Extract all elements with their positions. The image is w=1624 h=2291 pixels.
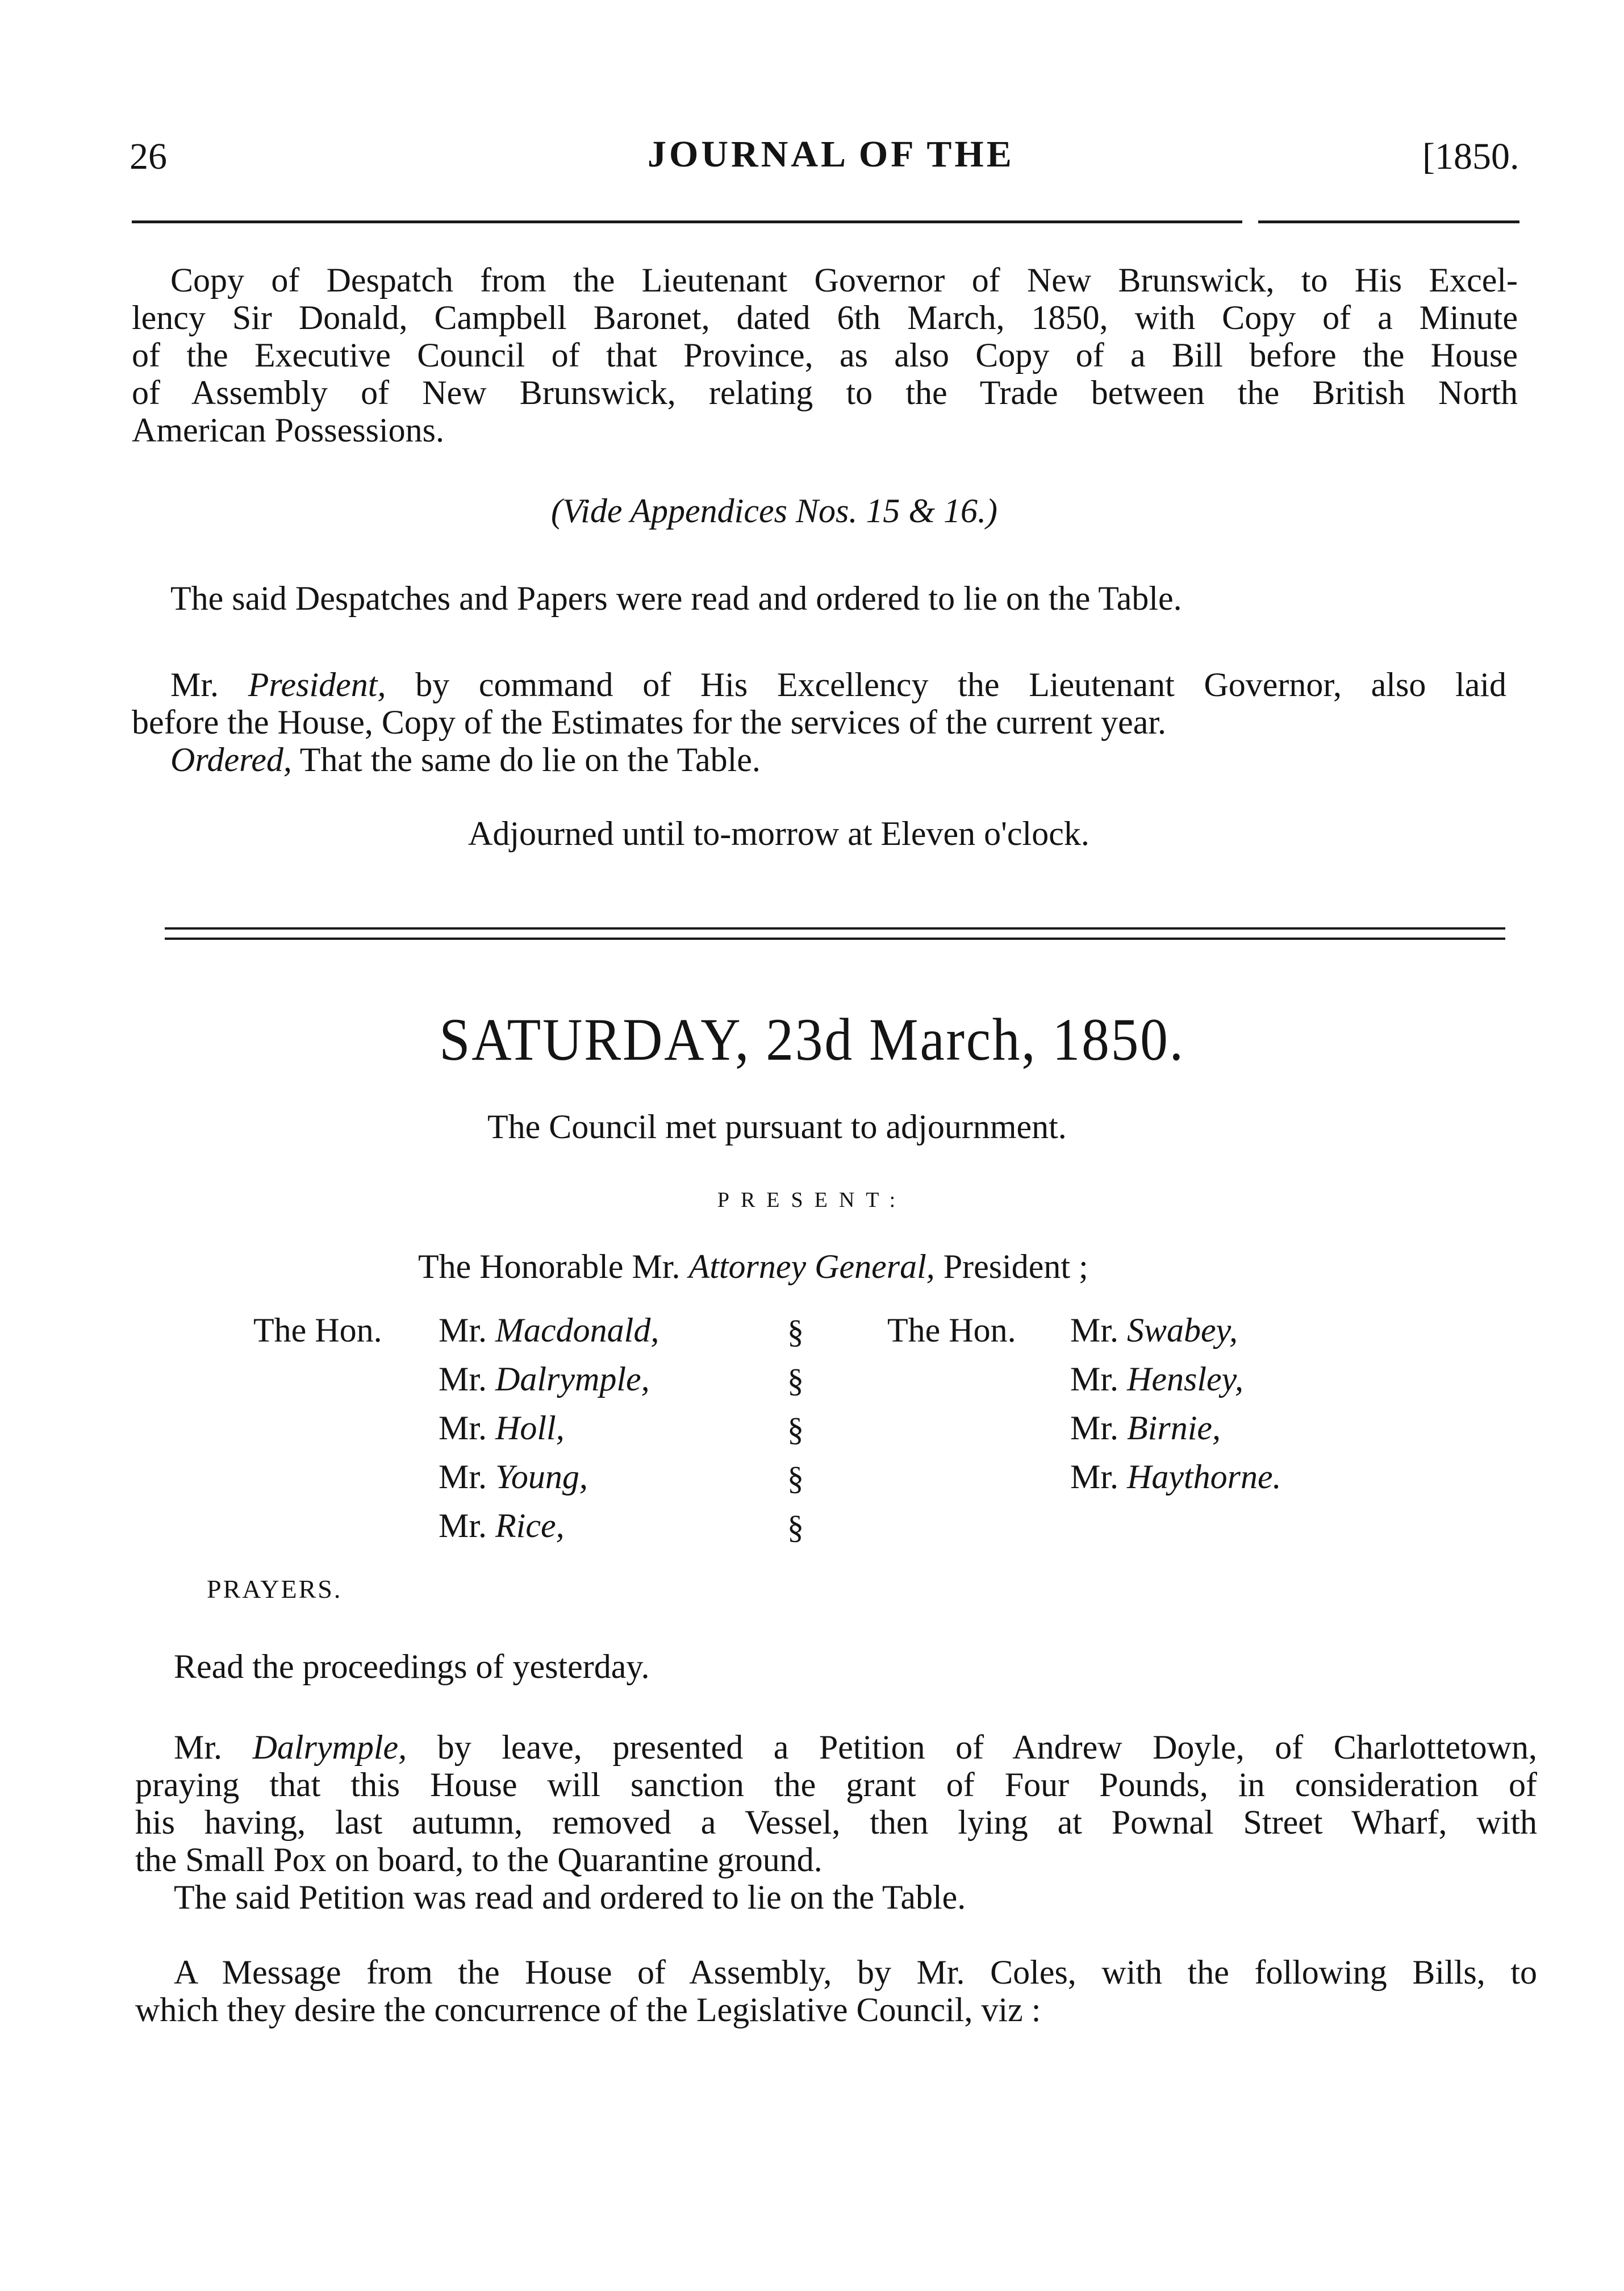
member-title: Mr.: [439, 1311, 487, 1349]
section-double-rule: [165, 927, 1505, 930]
member-left: [439, 1360, 650, 1398]
member-title: Mr.: [1070, 1311, 1119, 1349]
section-mark: §: [787, 1509, 804, 1546]
president-name: Attorney General,: [688, 1248, 935, 1285]
member-name: Hensley,: [1127, 1360, 1243, 1398]
message-line: A Message from the House of Assembly, by Mr. Coles, with the following Bills, to: [174, 1953, 1537, 1991]
speaker-name: Dalrymple,: [252, 1728, 407, 1766]
president-suffix: President ;: [943, 1248, 1088, 1285]
member-left: [439, 1311, 659, 1349]
member-name: Macdonald,: [495, 1311, 659, 1349]
despatch-line: of the Executive Council of that Province, as also Copy of a Bill before the House: [132, 336, 1518, 374]
president-prefix: The Honorable Mr.: [418, 1248, 681, 1285]
petition-line: [135, 1728, 1537, 1766]
message-line: which they desire the concurrence of the Legislative Council, viz :: [135, 1991, 1041, 2028]
ordered-word: Ordered,: [170, 741, 292, 778]
message-paragraph: [135, 1953, 1537, 2028]
member-name: Haythorne.: [1127, 1458, 1281, 1496]
header-rule-right: [1258, 220, 1519, 223]
member-right: [1070, 1311, 1238, 1349]
estimates-line: [132, 666, 1506, 703]
present-label: PRESENT:: [717, 1188, 907, 1212]
member-name: Birnie,: [1127, 1409, 1221, 1447]
estimates-paragraph: [132, 666, 1506, 778]
president-line: [418, 1248, 1088, 1285]
petition-paragraph: [135, 1728, 1537, 1916]
members-left-prefix: The Hon.: [253, 1311, 382, 1349]
member-right: [1070, 1458, 1281, 1496]
member-right: [1070, 1409, 1221, 1447]
member-name: Young,: [495, 1458, 588, 1496]
member-name: Swabey,: [1127, 1311, 1238, 1349]
member-title: Mr.: [1070, 1360, 1119, 1398]
speaker-name: President,: [248, 666, 386, 703]
member-title: Mr.: [439, 1360, 487, 1398]
member-title: Mr.: [439, 1507, 487, 1544]
member-left: [439, 1507, 565, 1544]
member-title: Mr.: [439, 1458, 487, 1496]
member-left: [439, 1409, 565, 1447]
member-title: Mr.: [1070, 1409, 1119, 1447]
member-left: [439, 1458, 588, 1496]
petition-read-line: The said Petition was read and ordered to lie on the Table.: [174, 1878, 966, 1916]
header-rule: [132, 220, 1242, 223]
speaker-title: Mr.: [174, 1728, 223, 1766]
vide-appendices: (Vide Appendices Nos. 15 & 16.): [551, 492, 997, 530]
ordered-line: [132, 741, 1506, 778]
adjourned-line: Adjourned until to-morrow at Eleven o'clock.: [468, 815, 1089, 852]
section-double-rule: [165, 938, 1505, 940]
members-right-prefix: The Hon.: [887, 1311, 1016, 1349]
speaker-title: Mr.: [170, 666, 219, 703]
despatch-line: of Assembly of New Brunswick, relating to the Trade between the British North: [132, 374, 1518, 411]
petition-line: praying that this House will sanction the grant of Four Pounds, in consideration of: [135, 1766, 1537, 1803]
council-met: The Council met pursuant to adjournment.: [487, 1108, 1067, 1146]
member-title: Mr.: [1070, 1458, 1119, 1496]
petition-line: his having, last autumn, removed a Vessel, then lying at Pownal Street Wharf, with: [135, 1803, 1537, 1841]
despatch-paragraph: [132, 261, 1518, 449]
prayers: PRAYERS.: [207, 1574, 343, 1603]
page-number: 26: [130, 136, 167, 177]
despatch-line: American Possessions.: [132, 411, 444, 449]
estimates-text: by command of His Excellency the Lieutenant Governor, also laid: [415, 666, 1507, 703]
petition-text: by leave, presented a Petition of Andrew Doyle, of Charlottetown,: [437, 1728, 1538, 1766]
member-name: Dalrymple,: [495, 1360, 650, 1398]
estimates-line: before the House, Copy of the Estimates for the services of the current year.: [132, 703, 1167, 741]
header-year: [1850.: [1422, 136, 1519, 177]
member-name: Holl,: [495, 1409, 565, 1447]
day-heading: SATURDAY, 23d March, 1850.: [439, 1006, 1185, 1073]
member-title: Mr.: [439, 1409, 487, 1447]
member-name: Rice,: [495, 1507, 565, 1544]
despatch-line: Copy of Despatch from the Lieutenant Governor of New Brunswick, to His Excel-: [170, 261, 1518, 299]
section-mark: §: [787, 1313, 804, 1350]
read-proceedings: Read the proceedings of yesterday.: [174, 1648, 650, 1685]
section-mark: §: [787, 1411, 804, 1448]
petition-line: the Small Pox on board, to the Quarantine ground.: [135, 1841, 823, 1878]
section-mark: §: [787, 1460, 804, 1497]
section-mark: §: [787, 1362, 804, 1399]
read-ordered-despatches: The said Despatches and Papers were read and ordered to lie on the Table.: [170, 580, 1182, 617]
running-title: JOURNAL OF THE: [648, 134, 1015, 175]
despatch-line: lency Sir Donald, Campbell Baronet, dated 6th March, 1850, with Copy of a Minute: [132, 299, 1518, 336]
ordered-text: That the same do lie on the Table.: [299, 741, 761, 778]
member-right: [1070, 1360, 1243, 1398]
